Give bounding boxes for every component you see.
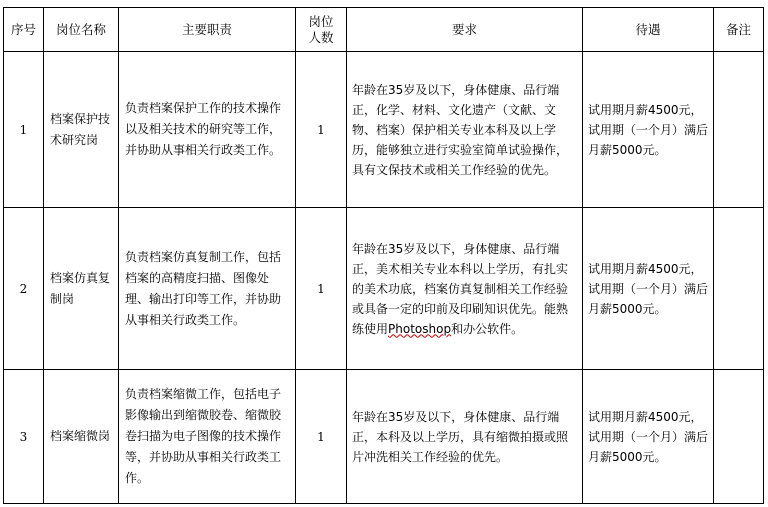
- header-count-line2: 人数: [308, 29, 334, 45]
- row-req: 年龄在35岁及以下，身体健康、品行端正，化学、材料、文化遗产（文献、文物、档案）保护相关专业本科及以上学历，能够独立进行实验室简单试验操作，具有文保技术或相关工作经验的优先。: [347, 52, 583, 208]
- header-seq: 序号: [4, 8, 44, 52]
- row-req: 年龄在35岁及以下，身体健康、品行端正，本科及以上学历，具有缩微拍摄或照片冲洗相关工作经验的优先。: [347, 370, 583, 504]
- row-count: 1: [296, 208, 347, 370]
- row-note: [714, 52, 764, 208]
- table-row: [4, 370, 764, 504]
- req-text: 年龄在35岁及以下，身体健康、品行端正，美术相关专业本科以上学历，有扎实的美术功底，档案仿真复制相关工作经验或具备一定的印前及印刷知识优先。能熟练使用: [352, 241, 569, 336]
- row-note: [714, 208, 764, 370]
- software-name: Photoshop: [388, 321, 452, 336]
- header-duty: 主要职责: [119, 8, 296, 52]
- header-pay: 待遇: [583, 8, 714, 52]
- row-req: [347, 208, 583, 370]
- table-row: [4, 208, 764, 370]
- row-count: 1: [296, 370, 347, 504]
- header-req: 要求: [347, 8, 583, 52]
- req-tail: 和办公软件。: [451, 321, 524, 336]
- header-name: 岗位名称: [44, 8, 119, 52]
- row-name: 档案仿真复制岗: [44, 208, 119, 370]
- row-pay: 试用期月薪4500元，试用期（一个月）满后月薪5000元。: [583, 52, 714, 208]
- row-count: 1: [296, 52, 347, 208]
- header-count-line1: 岗位: [308, 13, 334, 29]
- row-name: 档案保护技术研究岗: [44, 52, 119, 208]
- row-pay: 试用期月薪4500元，试用期（一个月）满后月薪5000元。: [583, 370, 714, 504]
- row-seq: 1: [4, 52, 44, 208]
- row-duty: 负责档案保护工作的技术操作以及相关技术的研究等工作，并协助从事相关行政类工作。: [119, 52, 296, 208]
- header-count: [296, 8, 347, 52]
- row-seq: 3: [4, 370, 44, 504]
- row-note: [714, 370, 764, 504]
- job-table: [3, 7, 764, 504]
- row-name: 档案缩微岗: [44, 370, 119, 504]
- row-pay: 试用期月薪4500元，试用期（一个月）满后月薪5000元。: [583, 208, 714, 370]
- row-duty: 负责档案缩微工作，包括电子影像输出到缩微胶卷、缩微胶卷扫描为电子图像的技术操作等，并协助从事相关行政类工作。: [119, 370, 296, 504]
- row-seq: 2: [4, 208, 44, 370]
- row-duty: 负责档案仿真复制工作，包括档案的高精度扫描、图像处理、输出打印等工作，并协助从事相关行政类工作。: [119, 208, 296, 370]
- header-row: [4, 8, 764, 52]
- table-row: [4, 52, 764, 208]
- header-note: 备注: [714, 8, 764, 52]
